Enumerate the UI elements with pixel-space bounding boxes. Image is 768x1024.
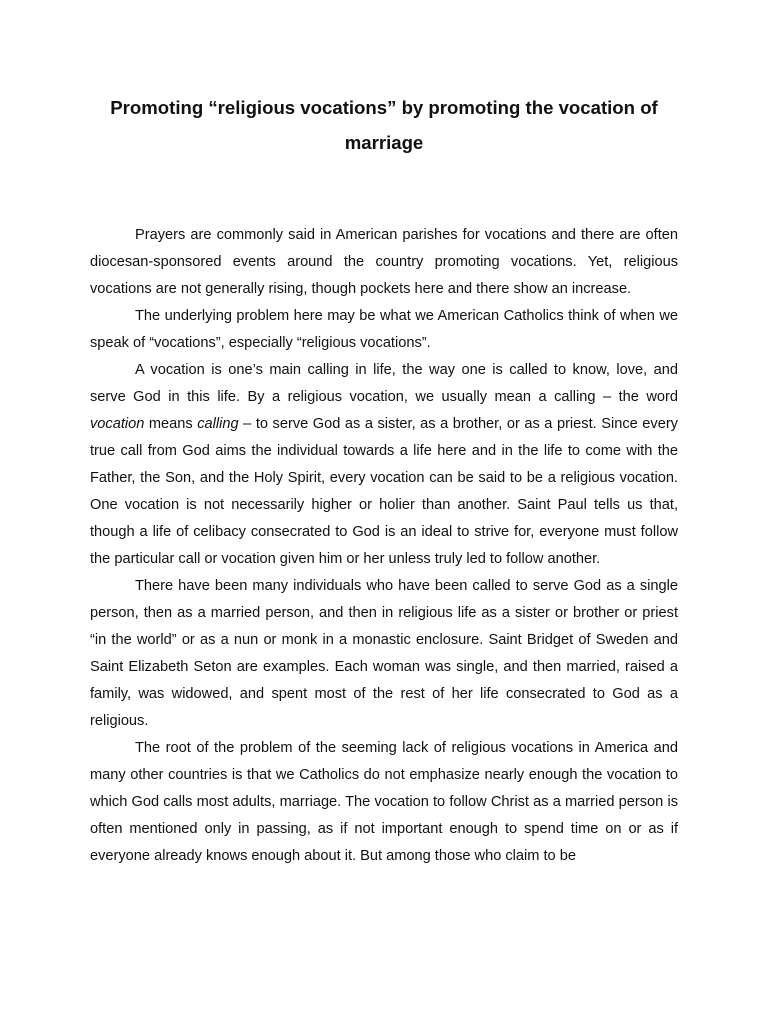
paragraph-text: There have been many individuals who have been called to serve God as a single person, then as a married person, and then in religious life as a sister or brother or priest “in the world” or as a nun or monk in a monastic enclosure. Saint Bridget of Sweden and Saint Elizabeth Seton are examples. Each woman was single, and then married, raised a family, was widowed, and spent most of the rest of her life consecrated to God as a religious. (90, 578, 678, 729)
document-body (90, 222, 678, 870)
italic-term-vocation: vocation (90, 416, 145, 432)
paragraph-2 (90, 303, 678, 357)
italic-term-calling: calling (197, 416, 239, 432)
paragraph-1 (90, 222, 678, 303)
paragraph-text: The root of the problem of the seeming lack of religious vocations in America and many other countries is that we Catholics do not emphasize nearly enough the vocation to which God calls most adults, marriage. The vocation to follow Christ as a married person is often mentioned only in passing, as if not important enough to spend time on or as if everyone already knows enough about it. But among those who claim to be (90, 740, 678, 864)
paragraph-4 (90, 573, 678, 735)
paragraph-text: means (144, 416, 198, 432)
paragraph-text: Prayers are commonly said in American parishes for vocations and there are often diocesan-sponsored events around the country promoting vocations. Yet, religious vocations are not generally rising, though pockets here and there show an increase. (90, 227, 678, 297)
paragraph-5 (90, 735, 678, 870)
paragraph-3 (90, 357, 678, 573)
paragraph-text: – to serve God as a sister, as a brother, or as a priest. Since every true call from God aims the individual towards a life here and in the life to come with the Father, the Son, and the Holy Spirit, every vocation can be said to be a religious vocation. One vocation is not necessarily higher or holier than another. Saint Paul tells us that, though a life of celibacy consecrated to God is an ideal to strive for, everyone must follow the particular call or vocation given him or her unless truly led to follow another. (90, 416, 678, 567)
paragraph-text: A vocation is one’s main calling in life, the way one is called to know, love, and serve God in this life. By a religious vocation, we usually mean a calling – the word (90, 362, 678, 405)
document-title: Promoting “religious vocations” by promoting the vocation of marriage (110, 97, 658, 153)
paragraph-text: The underlying problem here may be what we American Catholics think of when we speak of “vocations”, especially “religious vocations”. (90, 308, 678, 351)
